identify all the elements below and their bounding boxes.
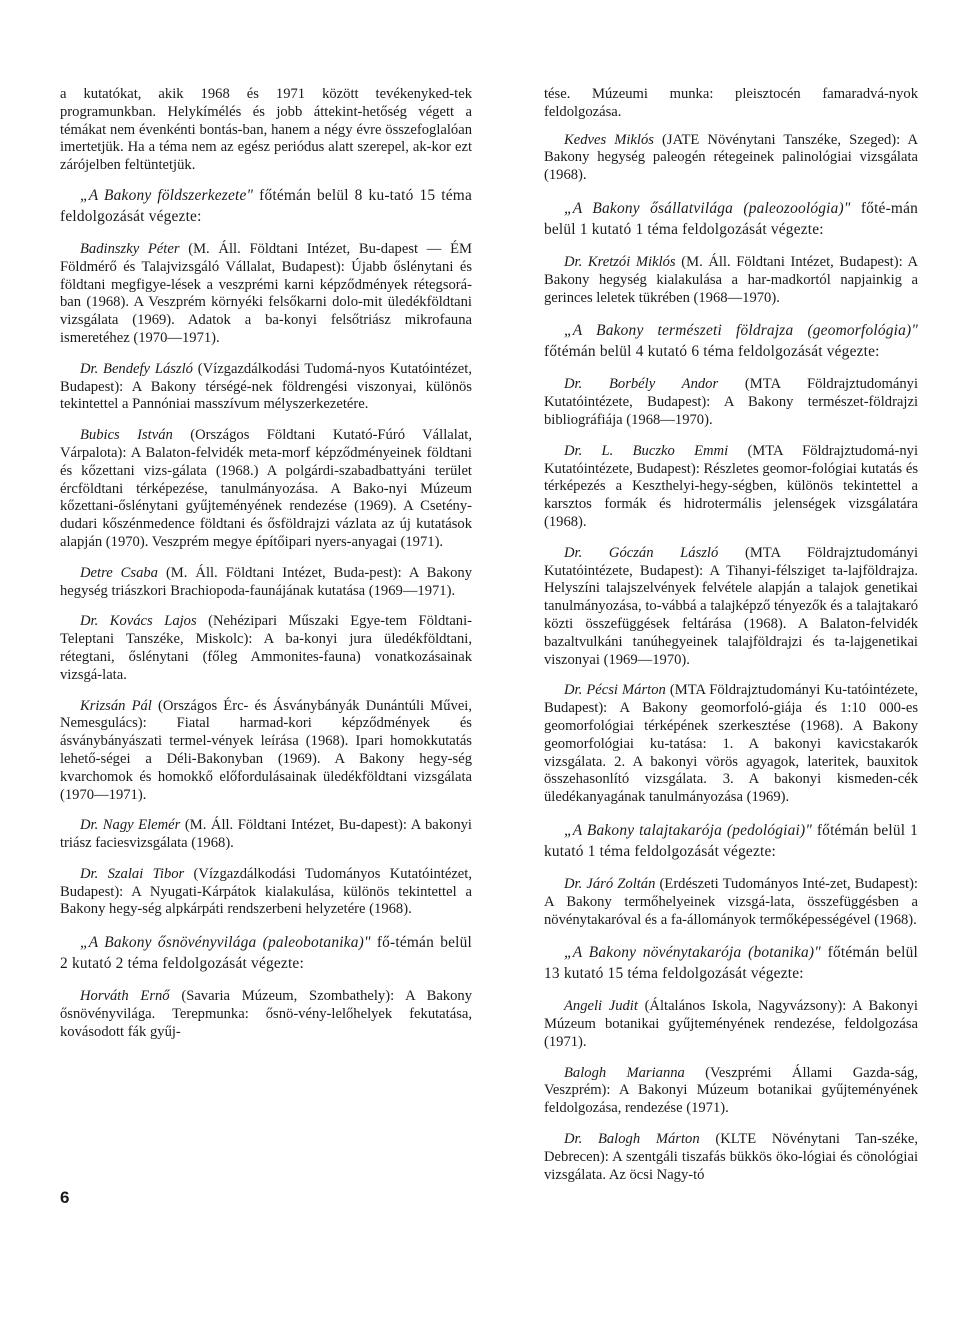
entry-text: (Országos Földtani Kutató-Fúró Vállalat, Várpalota): A Balaton-felvidék meta-morf képződményeinek földtani és kőzettani vizs-gálata (1968.) A polgárdi-szabadbattyáni terület ércföldtani térképezése, tanulmányozása. A Bako-nyi Múzeum kőzettani-őslénytani gyűjteményének rendezése (1969). A Csetény-dudari kőszénmedence földtani és ősföldrajzi vázlata az új kutatások alapján (1970). Veszprém megye építőipari nyers-anyagai (1971). bbox=[60, 427, 472, 550]
researcher-entry bbox=[544, 545, 918, 670]
theme-heading bbox=[544, 320, 918, 362]
researcher-name: Dr. Kretzói Miklós bbox=[564, 253, 676, 270]
theme-title: „A Bakony talajtakarója (pedológiai)" bbox=[564, 821, 813, 839]
paragraph: a kutatókat, akik 1968 és 1971 között tevékenyked-tek programunkban. Helykímélés és jobb áttekint-hetőség végett a témákat nem évenkénti bontás-ban, hanem a négy évre összefoglalóan imertetjük. Ha a téma nem az egész periódus alatt szerepel, ak-kor ezt zárójelben feltüntetjük. bbox=[60, 86, 472, 174]
researcher-name: Dr. Járó Zoltán bbox=[564, 875, 656, 892]
entry-text: (M. Áll. Földtani Intézet, Buda-pest): A Bakony hegység triászkori Brachiopoda-faunájának kutatása (1969—1971). bbox=[60, 564, 472, 599]
entry-text: (Vízgazdálkodási Tudományos Kutatóintézet, Budapest): A Nyugati-Kárpátok kialakulása, különös tekintettel a Bakony hegy-ség alpkárpáti rendszerbeni helyzetére (1968). bbox=[60, 865, 472, 918]
researcher-name: Detre Csaba bbox=[80, 564, 158, 581]
researcher-name: Kedves Miklós bbox=[564, 131, 654, 148]
researcher-entry bbox=[60, 565, 472, 601]
researcher-name: Dr. Borbély Andor bbox=[564, 376, 719, 393]
entry-text: (MTA Földrajztudományi Kutatóintézete, Budapest): A Bakony természet-földrajzi bibliográfiája (1968—1970). bbox=[544, 376, 919, 428]
theme-title: „A Bakony ősnövényvilága (paleobotanika)" bbox=[80, 934, 371, 952]
theme-title: „A Bakony ősállatvilága (paleozoológia)" bbox=[564, 199, 851, 217]
theme-description: főtémán belül 4 kutató 6 téma feldolgozását végezte: bbox=[544, 343, 880, 361]
entry-text: (MTA Földrajztudományi Kutatóintézete, Budapest): A Tihanyi-félsziget ta-lajföldrajza. Helyszíni talajszelvények felvétele alapján a talajok genetikai tanulmányozása, to-vábbá a talajképző tényezők és a talajtakaró közti összefüggések feltárása (1968). A Balaton-felvidék bazaltvulkáni tanúhegyeinek talajföldrajzi és ta-lajgenetikai viszonyai (1969—1970). bbox=[544, 544, 918, 668]
theme-title: „A Bakony növénytakarója (botanika)" bbox=[564, 944, 821, 962]
entry-text: (M. Áll. Földtani Intézet, Bu-dapest — ÉM Földmérő és Talajvizsgáló Vállalat, Budapest): Újabb őslénytani és földtani megfigye-lések a veszprémi karni képződmények rétegsorá-ban (1968). A Veszprém környéki felsőkarni dolo-mit üledékföldtani vizsgálata (1969). Adatok a ba-konyi felsőtriász mikrofauna ismeretéhez (1970—1971). bbox=[60, 240, 472, 346]
researcher-entry bbox=[60, 427, 472, 552]
researcher-entry bbox=[544, 254, 918, 307]
researcher-name: Bubics István bbox=[80, 427, 173, 444]
entry-text: (Erdészeti Tudományos Inté-zet, Budapest): A Bakony termőhelyeinek vizsgá-lata, összefüggésben a növénytakaróval és a fa-állományok termőképességével (1968). bbox=[544, 875, 918, 928]
theme-heading bbox=[60, 185, 472, 227]
researcher-entry bbox=[544, 132, 918, 185]
entry-text: (Vízgazdálkodási Tudomá-nyos Kutatóintézet, Budapest): A Bakony térségé-nek földrengési viszonyai, különös tekintettel a Pannóniai masszívum mélyszerkezetére. bbox=[60, 360, 472, 413]
researcher-name: Horváth Ernő bbox=[80, 988, 170, 1005]
theme-heading bbox=[544, 942, 918, 984]
right-column bbox=[544, 86, 918, 1197]
entry-text: (KLTE Növénytani Tan-széke, Debrecen): A szentgáli tiszafás bükkös öko-lógiai és cönológiai vizsgálata. Az öcsi Nagy-tó bbox=[544, 1131, 918, 1183]
theme-description: főté-mán belül 1 kutató 1 téma feldolgozását végezte: bbox=[544, 199, 918, 238]
entry-text: (Általános Iskola, Nagyvázsony): A Bakonyi Múzeum botanikai gyűjteményének rendezése, feldolgozása (1971). bbox=[544, 998, 918, 1050]
researcher-entry bbox=[60, 613, 472, 684]
researcher-entry bbox=[544, 998, 918, 1051]
researcher-name: Krizsán Pál bbox=[80, 697, 152, 714]
researcher-entry bbox=[544, 682, 918, 807]
theme-heading bbox=[60, 932, 472, 974]
researcher-name: Balogh Marianna bbox=[564, 1064, 685, 1081]
researcher-name: Badinszky Péter bbox=[80, 240, 180, 257]
researcher-name: Dr. Kovács Lajos bbox=[80, 613, 197, 630]
theme-description: főtémán belül 1 kutató 1 téma feldolgozását végezte: bbox=[544, 821, 918, 860]
researcher-entry bbox=[60, 698, 472, 805]
researcher-name: Dr. L. Buczko Emmi bbox=[564, 442, 729, 459]
researcher-name: Dr. Balogh Márton bbox=[564, 1131, 700, 1148]
theme-description: főtémán belül 13 kutató 15 téma feldolgozását végezte: bbox=[544, 944, 918, 983]
entry-text: (M. Áll. Földtani Intézet, Bu-dapest): A bakonyi triász faciesvizsgálata (1968). bbox=[60, 817, 472, 852]
theme-description: fő-témán belül 2 kutató 2 téma feldolgozását végezte: bbox=[60, 934, 472, 973]
researcher-entry bbox=[60, 988, 472, 1041]
theme-description: főtémán belül 8 ku-tató 15 téma feldolgozását végezte: bbox=[60, 186, 472, 225]
entry-text: (MTA Földrajztudomá-nyi Kutatóintézete, Budapest): Részletes geomor-fológiai kutatás és térképezés a Keszthelyi-hegy-ségben, különös tekintettel a karsztos formák és hidrotermális jelenségek vizsgálatára (1968). bbox=[544, 442, 918, 530]
researcher-entry bbox=[544, 876, 918, 929]
researcher-entry bbox=[544, 1131, 918, 1184]
paragraph: tése. Múzeumi munka: pleisztocén famaradvá-nyok feldolgozása. bbox=[544, 86, 918, 120]
entry-text: (Nehézipari Műszaki Egye-tem Földtani-Teleptani Tanszéke, Miskolc): A ba-konyi jura üledékföldtani, rétegtani, őslénytani (főleg Ammonites-fauna) vonatkozásainak vizsgá-lata. bbox=[60, 613, 473, 683]
entry-text: (Országos Érc- és Ásványbányák Dunántúli Művei, Nemesgulács): Fiatal harmad-kori képződmények és ásványbányászati termel-vények leírása (1968). Ipari homokkutatás lehető-ségei a Déli-Bakonyban (1969). A Bakony hegy-ség kvarchomok és homokkő előfordulásainak üledékföldtani vizsgálata (1970—1971). bbox=[60, 697, 473, 803]
entry-text: (Savaria Múzeum, Szombathely): A Bakony ősnövényvilága. Terepmunka: ősnö-vény-lelőhelyek fekutatása, kovásodott fák gyűj- bbox=[60, 988, 472, 1040]
entry-text: (MTA Földrajztudományi Ku-tatóintézete, Budapest): A Bakony geomorfoló-giája és 1:10 000-es geomorfológiai térképének szerkesztése (1968). A Bakony geomorfológiai ku-tatása: 1. A bakonyi kavicstakarók vizsgálata. 2. A bakonyi vörös agyagok, lateritek, bauxitok összehasonlító vizsgálata. 3. A bakonyi kismeden-cék üledékanyagának tanulmányozása (1969). bbox=[544, 682, 918, 806]
researcher-entry bbox=[60, 361, 472, 414]
researcher-entry bbox=[544, 443, 918, 532]
theme-title: „A Bakony természeti földrajza (geomorfológia)" bbox=[564, 322, 918, 340]
researcher-name: Angeli Judit bbox=[564, 998, 638, 1015]
researcher-name: Dr. Szalai Tibor bbox=[80, 865, 185, 882]
researcher-name: Dr. Nagy Elemér bbox=[80, 817, 181, 834]
researcher-name: Dr. Pécsi Márton bbox=[564, 682, 666, 699]
entry-text: (M. Áll. Földtani Intézet, Budapest): A Bakony hegység kialakulása a har-madkortól napjainkig a gerinces leletek tükrében (1968—1970). bbox=[544, 253, 918, 306]
researcher-name: Dr. Bendefy László bbox=[80, 360, 193, 377]
left-column bbox=[60, 86, 472, 1055]
theme-heading bbox=[544, 198, 918, 240]
researcher-name: Dr. Góczán László bbox=[564, 544, 719, 561]
researcher-entry bbox=[60, 866, 472, 919]
entry-text: (Veszprémi Állami Gazda-ság, Veszprém): A Bakonyi Múzeum botanikai gyűjteményének feldolgozása, rendezése (1971). bbox=[544, 1064, 918, 1117]
researcher-entry bbox=[544, 376, 918, 429]
entry-text: (JATE Növénytani Tanszéke, Szeged): A Bakony hegység paleogén rétegeinek palinológiai vizsgálata (1968). bbox=[544, 131, 918, 184]
researcher-entry bbox=[544, 1065, 918, 1118]
researcher-entry bbox=[60, 241, 472, 348]
page-number: 6 bbox=[60, 1188, 70, 1207]
theme-heading bbox=[544, 820, 918, 862]
theme-title: „A Bakony földszerkezete" bbox=[80, 186, 254, 204]
researcher-entry bbox=[60, 817, 472, 853]
